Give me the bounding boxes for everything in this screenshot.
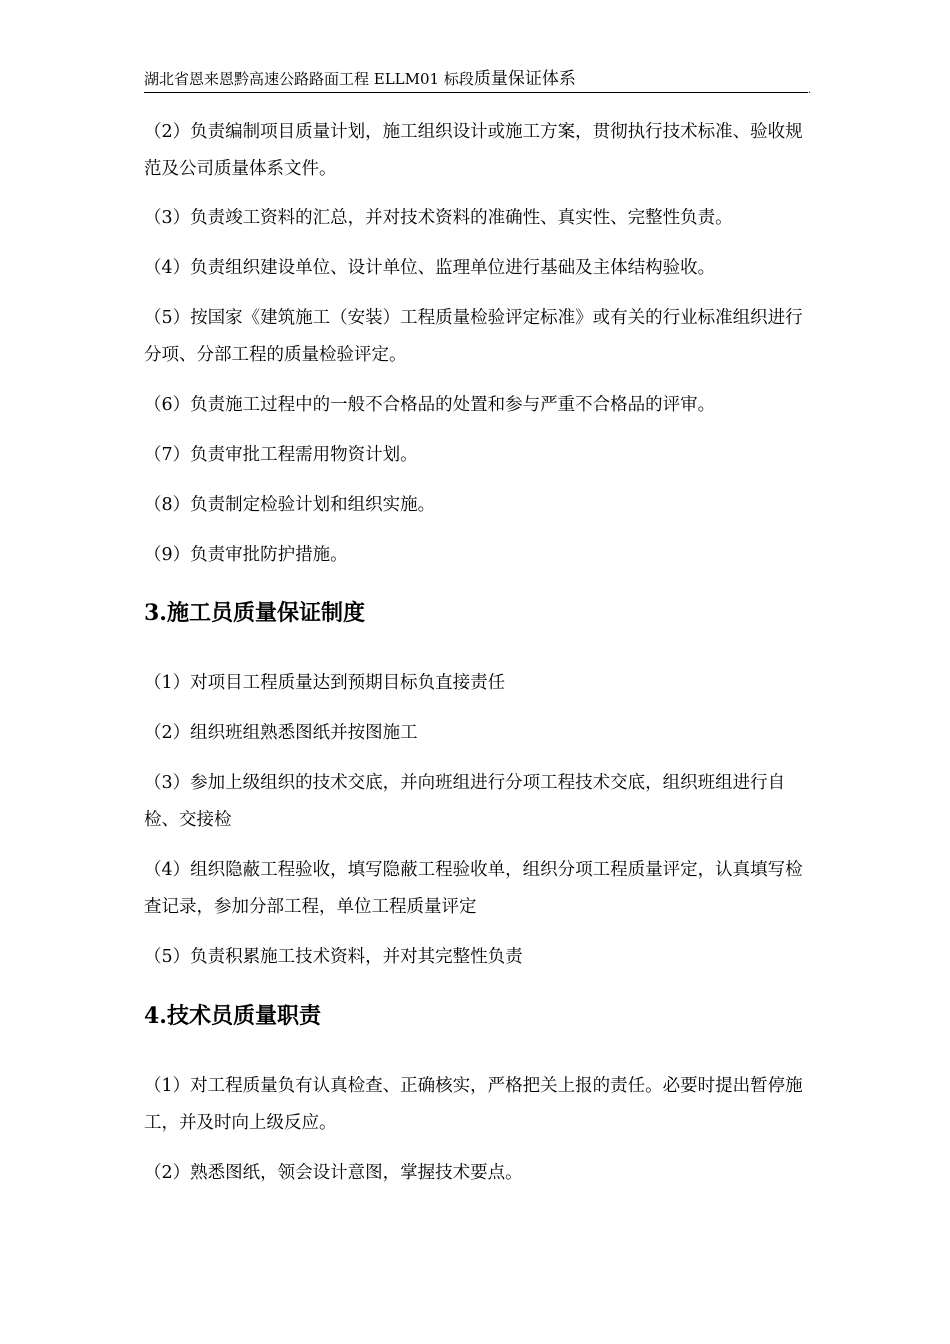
list-item: （7）负责审批工程需用物资计划。 — [144, 445, 418, 465]
section-number: 4. — [144, 1003, 167, 1029]
list-item: （1）对项目工程质量达到预期目标负直接责任 — [144, 673, 506, 693]
section-title: 施工员质量保证制度 — [166, 600, 365, 626]
list-item: （2）熟悉图纸，领会设计意图，掌握技术要点。 — [144, 1163, 523, 1183]
section-title: 技术员质量职责 — [166, 1003, 321, 1029]
list-item: （2）负责编制项目质量计划，施工组织设计或施工方案，贯彻执行技术标准、验收规范及公司质量体系文件。 — [144, 122, 803, 179]
list-item: （5）负责积累施工技术资料，并对其完整性负责 — [144, 947, 523, 967]
header-subject: 质量保证体系 — [473, 69, 576, 89]
list-item: （3）参加上级组织的技术交底，并向班组进行分项工程技术交底，组织班组进行自检、交接检 — [144, 773, 786, 830]
list-item: （2）组织班组熟悉图纸并按图施工 — [144, 723, 418, 743]
list-item: （9）负责审批防护措施。 — [144, 545, 348, 565]
page-header — [144, 68, 808, 93]
section-number: 3. — [144, 600, 167, 626]
list-item: （6）负责施工过程中的一般不合格品的处置和参与严重不合格品的评审。 — [144, 395, 716, 415]
list-item: （4）组织隐蔽工程验收，填写隐蔽工程验收单，组织分项工程质量评定，认真填写检查记录，参加分部工程，单位工程质量评定 — [144, 860, 803, 917]
list-item: （8）负责制定检验计划和组织实施。 — [144, 495, 436, 515]
section-heading-3 — [144, 598, 812, 628]
list-item: （5）按国家《建筑施工（安装）工程质量检验评定标准》或有关的行业标准组织进行分项、分部工程的质量检验评定。 — [144, 308, 803, 365]
header-project: 湖北省恩来恩黔高速公路路面工程 ELLM01 标段 — [144, 70, 474, 88]
list-item: （3）负责竣工资料的汇总，并对技术资料的准确性、真实性、完整性负责。 — [144, 208, 733, 228]
list-item: （1）对工程质量负有认真检查、正确核实，严格把关上报的责任。必要时提出暂停施工，并及时向上级反应。 — [144, 1076, 803, 1133]
header-tick: . — [808, 85, 812, 96]
list-item: （4）负责组织建设单位、设计单位、监理单位进行基础及主体结构验收。 — [144, 258, 716, 278]
section-heading-4 — [144, 1001, 812, 1031]
